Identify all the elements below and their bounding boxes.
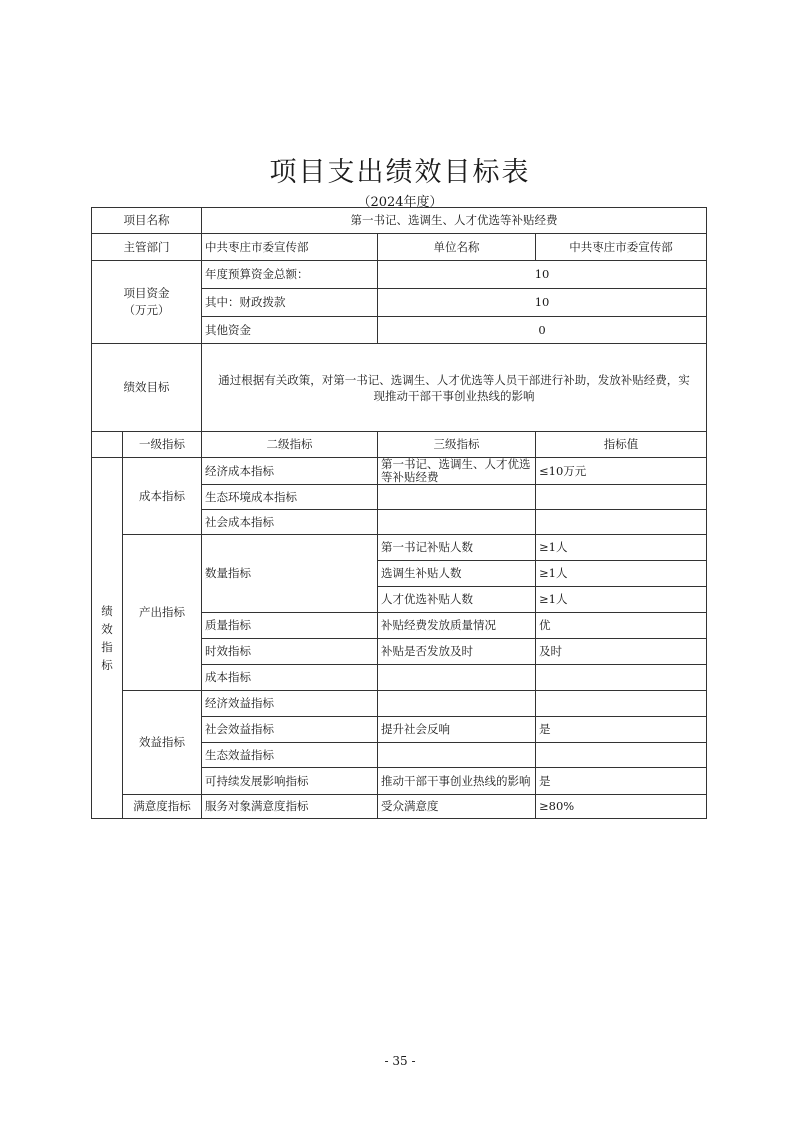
output-timely-value: 及时: [536, 639, 707, 665]
output-cost-l2: 成本指标: [202, 665, 378, 691]
output-q2-l3: 选调生补贴人数: [378, 561, 536, 587]
benefit-econ-l2: 经济效益指标: [202, 691, 378, 717]
perf-indicator-vertical-label: 绩 效 指 标: [92, 458, 123, 819]
funds-fiscal-value: 10: [378, 289, 707, 317]
output-indicator-label: 产出指标: [123, 535, 202, 691]
page-number: - 35 -: [384, 1054, 416, 1068]
goal-label: 绩效目标: [92, 344, 202, 432]
satisfaction-indicator-label: 满意度指标: [123, 795, 202, 819]
funds-fiscal-label: 其中：财政拨款: [202, 289, 378, 317]
performance-target-table: [91, 207, 707, 819]
benefit-sustain-l2: 可持续发展影响指标: [202, 768, 378, 795]
output-cost-l3: [378, 665, 536, 691]
dept-label: 主管部门: [92, 234, 202, 261]
satisfaction-l2: 服务对象满意度指标: [202, 795, 378, 819]
project-name-value: 第一书记、选调生、人才优选等补贴经费: [202, 208, 707, 234]
benefit-sustain-l3: 推动干部干事创业热线的影响: [378, 768, 536, 795]
benefit-econ-l3: [378, 691, 536, 717]
cost-social-l3: [378, 510, 536, 535]
benefit-indicator-label: 效益指标: [123, 691, 202, 795]
cost-eco-value: [536, 485, 707, 510]
goal-text: 通过根据有关政策，对第一书记、选调生、人才优选等人员干部进行补助，发放补贴经费，实现推动干部干事创业热线的影响: [202, 344, 707, 432]
satisfaction-l3: 受众满意度: [378, 795, 536, 819]
header-level1: 一级指标: [123, 432, 202, 458]
header-level3: 三级指标: [378, 432, 536, 458]
cost-eco-l2: 生态环境成本指标: [202, 485, 378, 510]
benefit-eco-l3: [378, 743, 536, 768]
output-quality-l3: 补贴经费发放质量情况: [378, 613, 536, 639]
funds-label: 项目资金 （万元）: [92, 261, 202, 344]
output-q1-l3: 第一书记补贴人数: [378, 535, 536, 561]
benefit-econ-value: [536, 691, 707, 717]
project-name-label: 项目名称: [92, 208, 202, 234]
cost-econ-l3: 第一书记、选调生、人才优选等补贴经费: [378, 458, 536, 485]
benefit-eco-value: [536, 743, 707, 768]
header-level2: 二级指标: [202, 432, 378, 458]
satisfaction-value: ≥80%: [536, 795, 707, 819]
output-quality-value: 优: [536, 613, 707, 639]
header-blank-cell: [92, 432, 123, 458]
funds-other-label: 其他资金: [202, 317, 378, 344]
benefit-eco-l2: 生态效益指标: [202, 743, 378, 768]
unit-value: 中共枣庄市委宣传部: [536, 234, 707, 261]
benefit-social-value: 是: [536, 717, 707, 743]
funds-total-value: 10: [378, 261, 707, 289]
benefit-sustain-value: 是: [536, 768, 707, 795]
output-timely-l3: 补贴是否发放及时: [378, 639, 536, 665]
header-value: 指标值: [536, 432, 707, 458]
dept-value: 中共枣庄市委宣传部: [202, 234, 378, 261]
output-q1-value: ≥1人: [536, 535, 707, 561]
output-quality-l2: 质量指标: [202, 613, 378, 639]
document-year: （2024年度）: [357, 195, 443, 210]
benefit-social-l3: 提升社会反响: [378, 717, 536, 743]
cost-econ-l2: 经济成本指标: [202, 458, 378, 485]
output-q2-value: ≥1人: [536, 561, 707, 587]
output-q3-l3: 人才优选补贴人数: [378, 587, 536, 613]
output-quantity-l2: 数量指标: [202, 535, 378, 613]
unit-label: 单位名称: [378, 234, 536, 261]
output-timely-l2: 时效指标: [202, 639, 378, 665]
cost-social-l2: 社会成本指标: [202, 510, 378, 535]
output-cost-value: [536, 665, 707, 691]
cost-eco-l3: [378, 485, 536, 510]
benefit-social-l2: 社会效益指标: [202, 717, 378, 743]
cost-econ-value: ≤10万元: [536, 458, 707, 485]
funds-total-label: 年度预算资金总额：: [202, 261, 378, 289]
funds-other-value: 0: [378, 317, 707, 344]
document-title: 项目支出绩效目标表: [269, 157, 531, 188]
cost-social-value: [536, 510, 707, 535]
cost-indicator-label: 成本指标: [123, 458, 202, 535]
output-q3-value: ≥1人: [536, 587, 707, 613]
